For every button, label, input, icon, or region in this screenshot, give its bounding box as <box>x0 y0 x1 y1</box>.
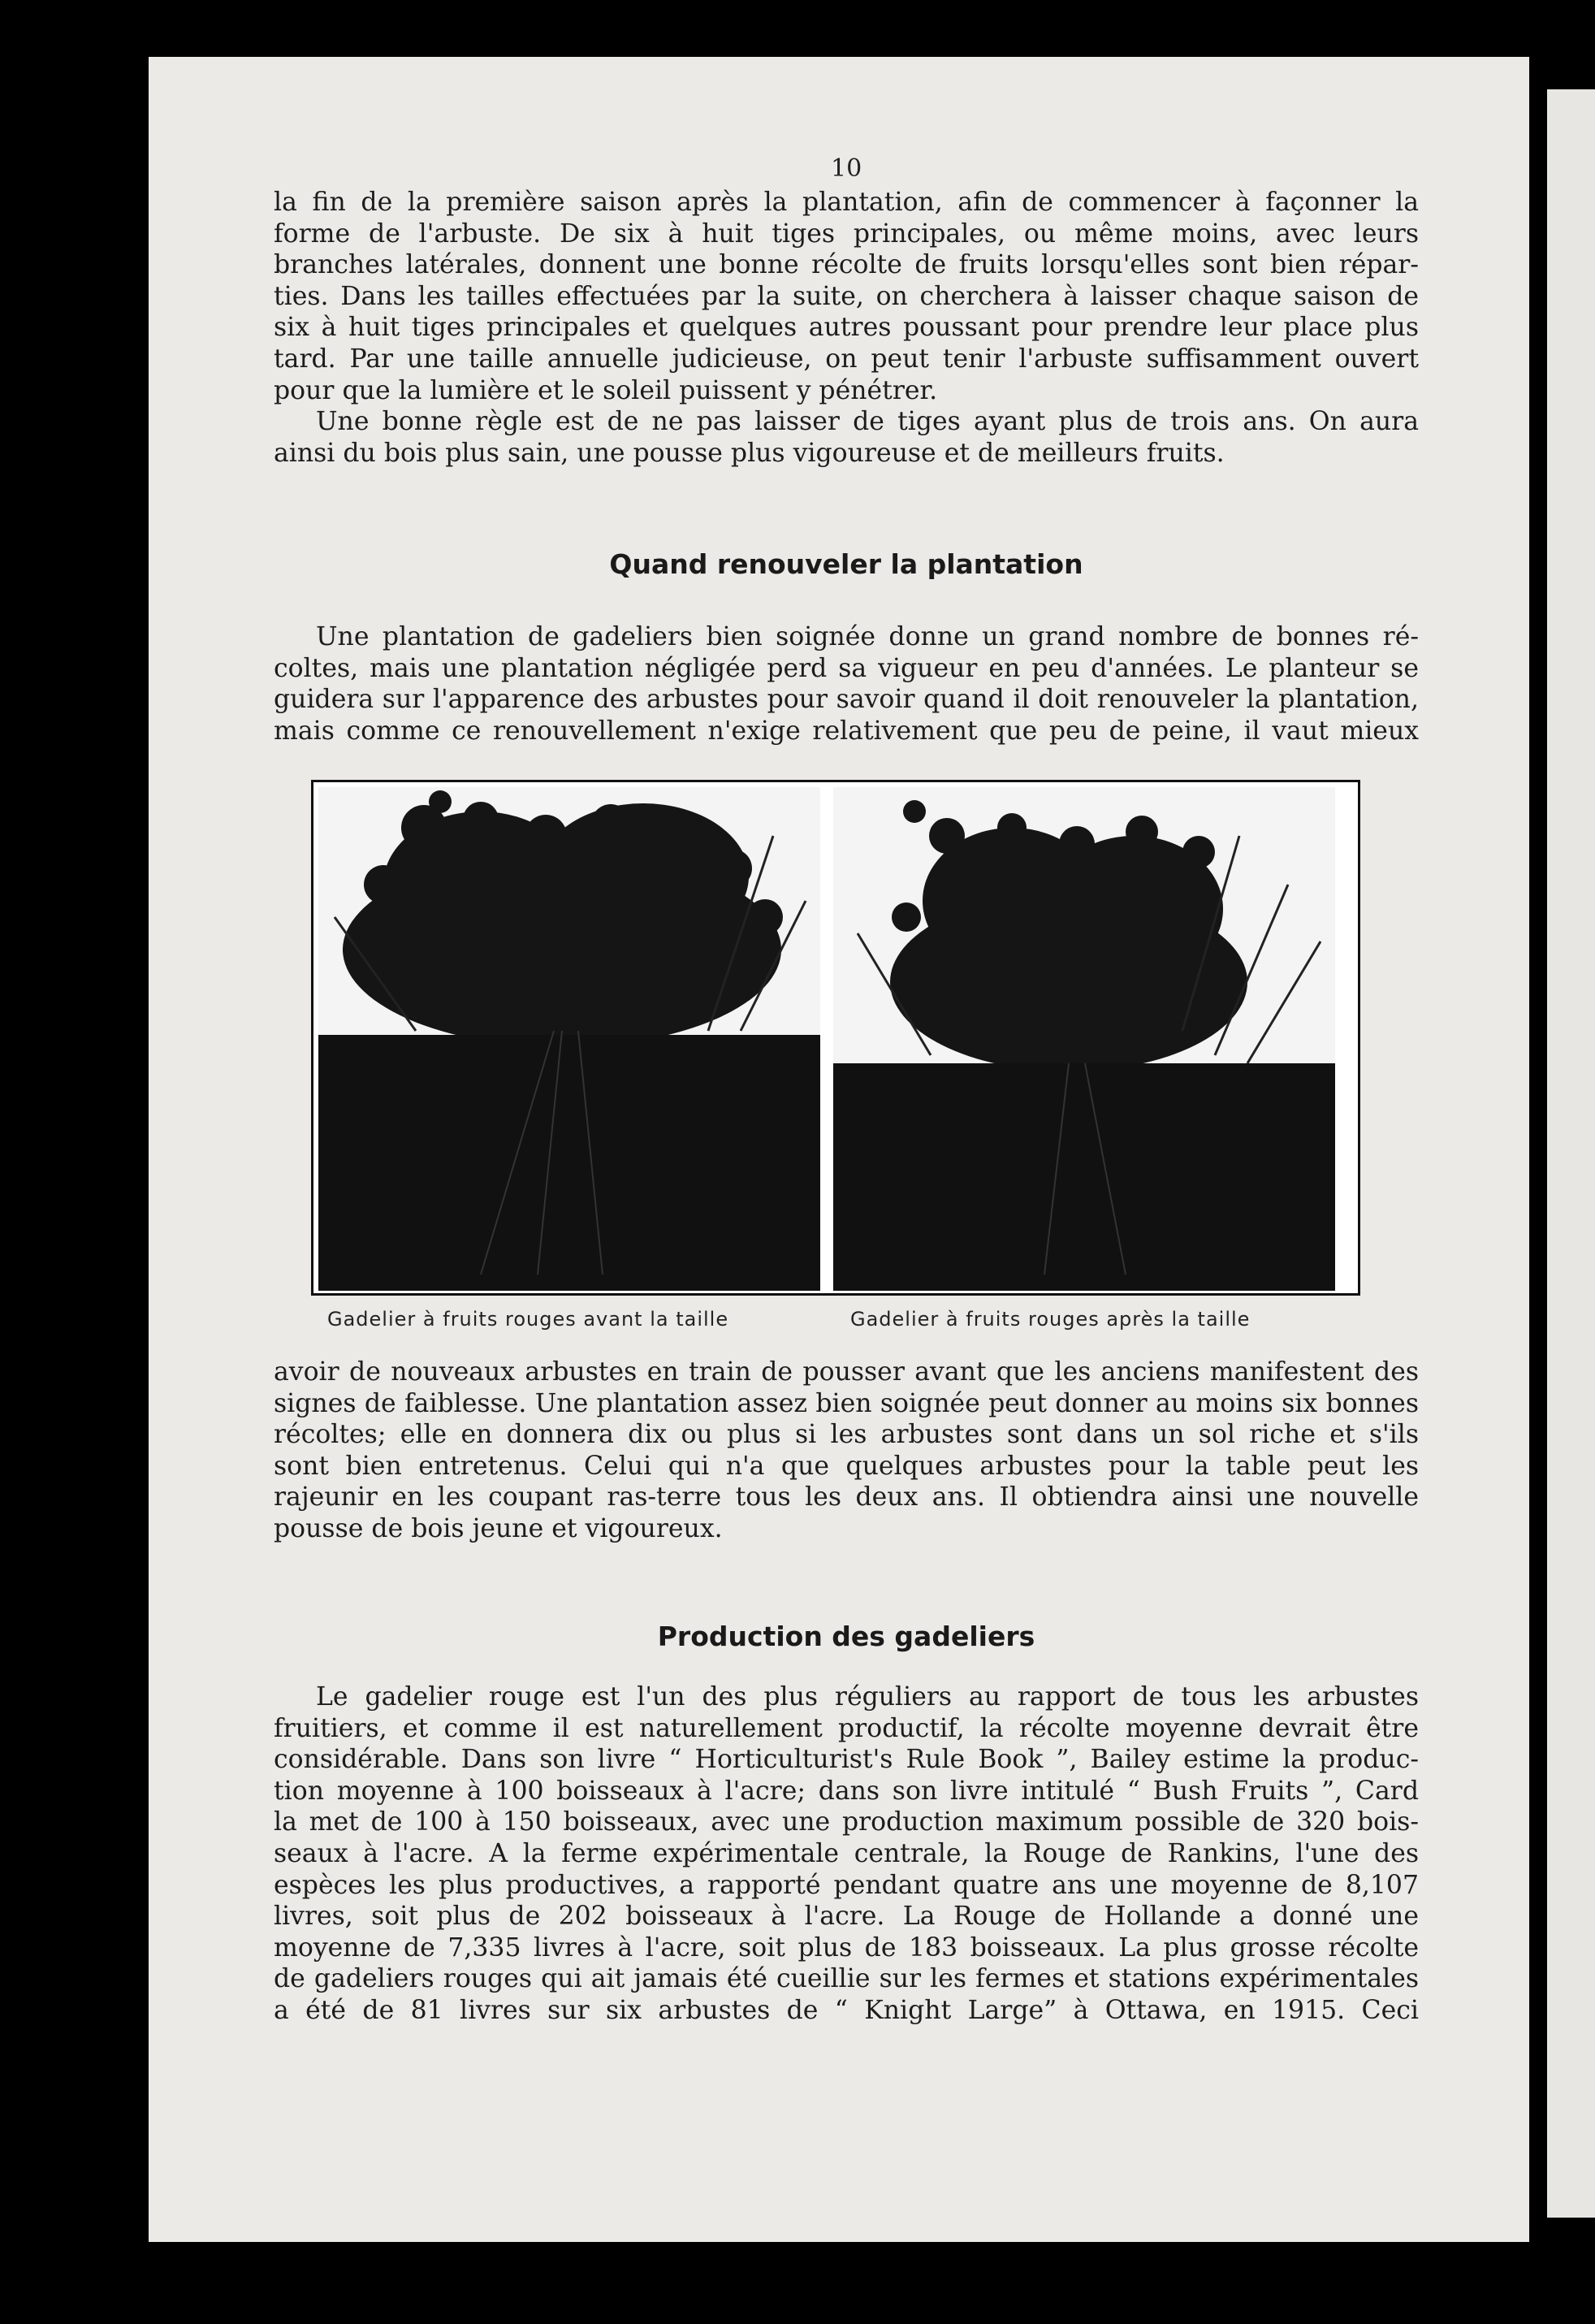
text-line: coltes, mais une plantation négligée perd sa vigueur en peu d'années. Le planteur se <box>274 653 1419 683</box>
text-line: tard. Par une taille annuelle judicieuse, on peut tenir l'arbuste suffisamment ouvert <box>274 344 1419 374</box>
heading-production: Production des gadeliers <box>657 1621 1035 1652</box>
paragraph-renouveler <box>274 621 1419 747</box>
text-line: forme de l'arbuste. De six à huit tiges principales, ou même moins, avec leurs <box>274 219 1419 249</box>
text-line: a été de 81 livres sur six arbustes de “ Knight Large” à Ottawa, en 1915. Ceci <box>274 1995 1419 2025</box>
text-line: la met de 100 à 150 boisseaux, avec une production maximum possible de 320 bois- <box>274 1807 1419 1837</box>
paragraph-pruning <box>274 187 1419 406</box>
paragraph-production <box>274 1681 1419 2027</box>
text-line: ainsi du bois plus sain, une pousse plus vigoureuse et de meilleurs fruits. <box>274 438 1225 468</box>
text-line: espèces les plus productives, a rapporté pendant quatre ans une moyenne de 8,107 <box>274 1870 1419 1900</box>
bush-after-image <box>833 787 1335 1291</box>
figure-currant-photos <box>311 780 1360 1296</box>
text-line: de gadeliers rouges qui ait jamais été cueillie sur les fermes et stations expérimentales <box>274 1964 1419 1994</box>
text-line: sont bien entretenus. Celui qui n'a que quelques arbustes pour la table peut les <box>274 1451 1419 1481</box>
bush-before-image <box>318 787 820 1291</box>
text-line: six à huit tiges principales et quelques autres poussant pour prendre leur place plus <box>274 313 1419 343</box>
photo-before-pruning <box>318 787 820 1291</box>
adjacent-page-edge <box>1547 89 1595 2218</box>
text-line: guidera sur l'apparence des arbustes pour savoir quand il doit renouveler la plantation, <box>274 685 1419 715</box>
page-number: 10 <box>831 154 862 183</box>
text-line: considérable. Dans son livre “ Horticulturist's Rule Book ”, Bailey estime la produc- <box>274 1745 1419 1775</box>
paragraph-rule <box>274 406 1419 469</box>
text-line: Une plantation de gadeliers bien soignée donne un grand nombre de bonnes ré- <box>316 622 1419 651</box>
text-line: seaux à l'acre. A la ferme expérimentale centrale, la Rouge de Rankins, l'une des <box>274 1838 1419 1868</box>
document-page <box>149 57 1529 2242</box>
text-line: signes de faiblesse. Une plantation assez bien soignée peut donner au moins six bonnes <box>274 1388 1419 1418</box>
text-line: avoir de nouveaux arbustes en train de pousser avant que les anciens manifestent des <box>274 1357 1419 1387</box>
text-line: pousse de bois jeune et vigoureux. <box>274 1513 723 1543</box>
photo-after-pruning <box>833 787 1335 1291</box>
text-line: moyenne de 7,335 livres à l'acre, soit plus de 183 boisseaux. La plus grosse récolte <box>274 1932 1419 1963</box>
text-line: ties. Dans les tailles effectuées par la suite, on cherchera à laisser chaque saison de <box>274 281 1419 311</box>
text-line: mais comme ce renouvellement n'exige relativement que peu de peine, il vaut mieux <box>274 716 1419 746</box>
paragraph-renewal-continued <box>274 1357 1419 1545</box>
caption-after: Gadelier à fruits rouges après la taille <box>850 1308 1251 1331</box>
text-line: livres, soit plus de 202 boisseaux à l'acre. La Rouge de Hollande a donné une <box>274 1902 1419 1932</box>
text-line: Une bonne règle est de ne pas laisser de tiges ayant plus de trois ans. On aura <box>316 407 1419 436</box>
text-line: rajeunir en les coupant ras-terre tous les deux ans. Il obtiendra ainsi une nouvelle <box>274 1482 1419 1513</box>
text-line: pour que la lumière et le soleil puissent y pénétrer. <box>274 375 938 405</box>
text-line: tion moyenne à 100 boisseaux à l'acre; dans son livre intitulé “ Bush Fruits ”, Card <box>274 1776 1419 1806</box>
text-line: branches latérales, donnent une bonne récolte de fruits lorsqu'elles sont bien répar- <box>274 250 1419 280</box>
text-line: la fin de la première saison après la plantation, afin de commencer à façonner la <box>274 188 1419 217</box>
text-line: récoltes; elle en donnera dix ou plus si les arbustes sont dans un sol riche et s'ils <box>274 1420 1419 1450</box>
text-line: fruitiers, et comme il est naturellement productif, la récolte moyenne devrait être <box>274 1713 1419 1743</box>
caption-before: Gadelier à fruits rouges avant la taille <box>327 1308 729 1331</box>
heading-renouveler: Quand renouveler la plantation <box>609 548 1083 580</box>
text-line: Le gadelier rouge est l'un des plus réguliers au rapport de tous les arbustes <box>316 1682 1419 1712</box>
